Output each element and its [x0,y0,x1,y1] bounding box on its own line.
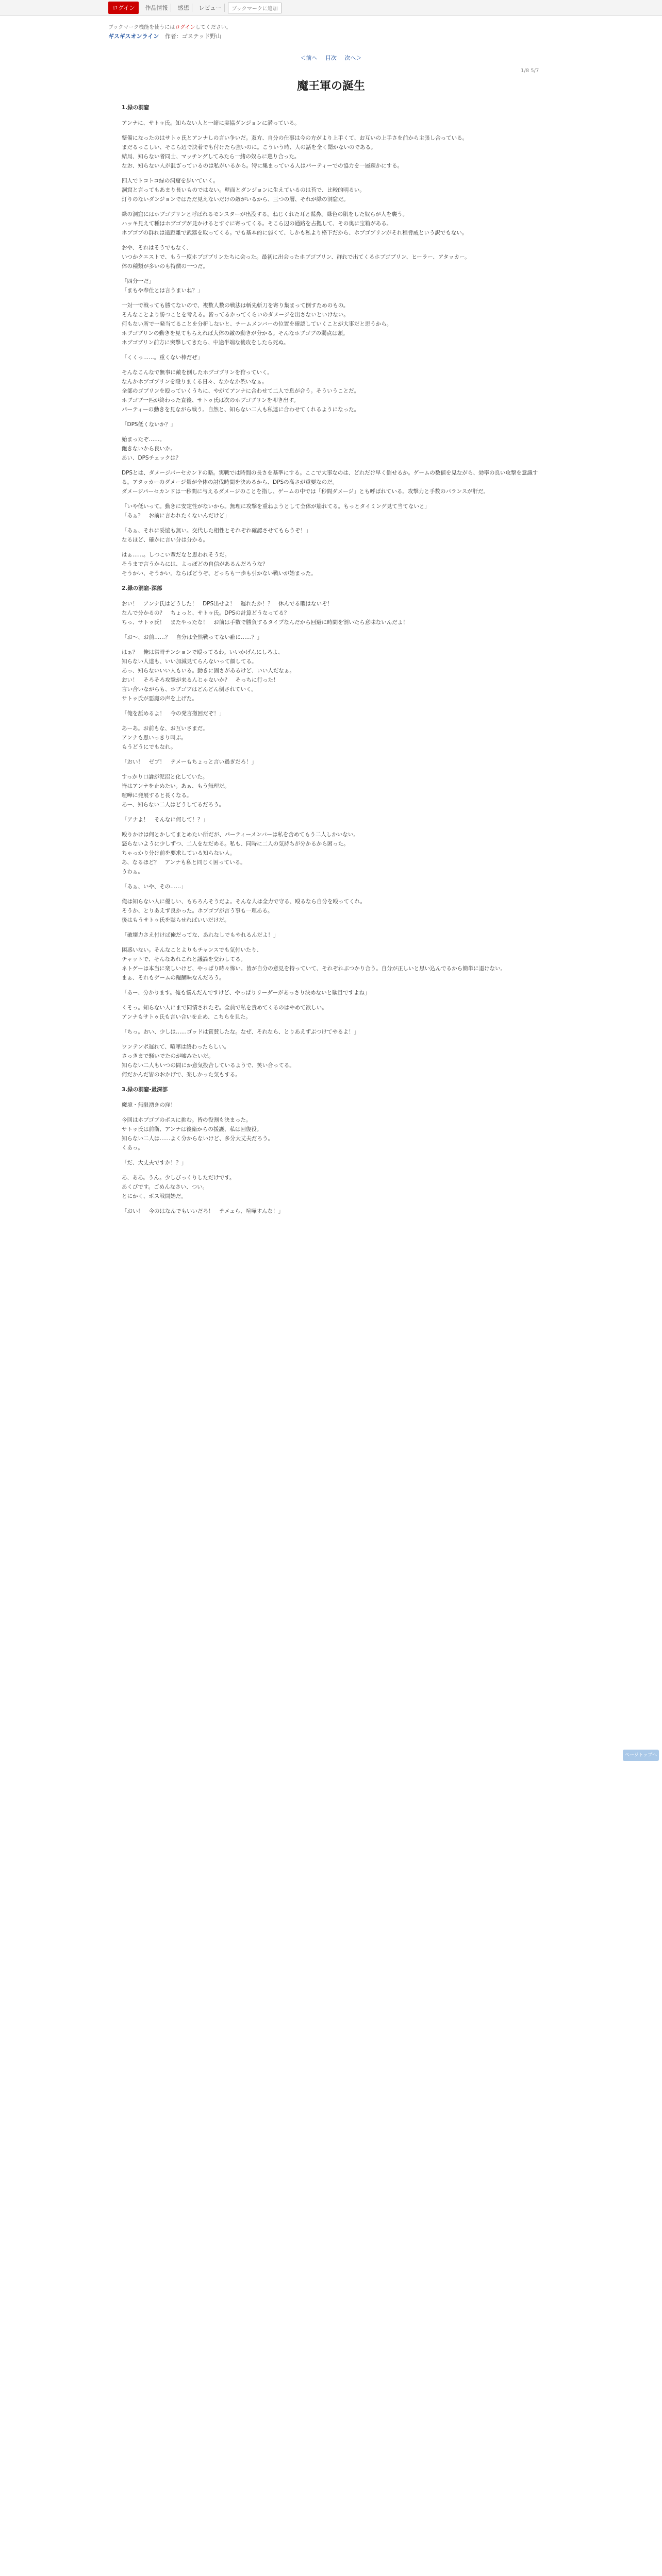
novel-paragraph: 「お～、お前……？ 自分は全然戦ってない癖に……？」 [122,634,262,640]
page-number: 1/8 5/7 [521,68,539,74]
login-notice [108,23,231,30]
novel-paragraph: 「あぁ、それに妥協も無い。交代した相性とそれぞれ確認させてもらうぞ！」 なるほど、確かに言い分は分かる。 [122,528,311,543]
novel-body [122,101,544,1222]
novel-paragraph: 「あー、分かります。俺も悩んだんですけど、やっぱりリーダーがあっさり決めないと駄目ですよね」 [122,990,370,996]
section-heading: 3.緑の洞窟-最深部 [122,1087,168,1093]
section-heading: 2.緑の洞窟-深部 [122,585,162,591]
novel-paragraph: すっかり口論が泥沼と化していた。 皆はアンナを止めたい。あぁ、もう無理だ。 喧嘩に発展すると長くなる。 あー、知らない二人はどうしてるだろう。 [122,774,230,808]
novel-paragraph: 「四分一だ」 「まもや奉仕とは言うまいね？」 [122,278,203,294]
nav-link-impressions[interactable]: 感想 [174,4,192,12]
novel-paragraph: 殴りかけは何とかしてまとめたい所だが、パーティーメンバーは私を含めてもう二人しかいない。 怒らないように少しずつ、二人をなだめる。私も、同時に二人の気持ちが分かるから困った。 ちゃっかり分け前を要求している知らない人。 あ、なるほど？ アンナも私と同じく困っている。 うわぁ。 [122,832,359,875]
novel-paragraph: おや、それはそうでもなく、 いつかクエストで、もう一度ホブゴブリンたちに会った。最初に出会ったホブゴブリン、群れで出てくるホブゴブリン、ヒーラー、アタッカー。 体の種類が多いのも特徴の一つだ。 [122,245,470,269]
bookmark-button[interactable]: ブックマークに追加 [228,3,281,13]
novel-paragraph: くそっ。知らない人にまで同情されたぞ。全員で私を責めてくるのはやめて欲しい。 アンナもサトゥ氏も言い合いを止め、こちらを見た。 [122,1005,327,1020]
novel-paragraph: 「アナよ！ そんなに何して！？」 [122,817,208,823]
novel-paragraph: 魔境・無限湧きの窪！ [122,1102,176,1108]
next-link[interactable]: 次へ＞ [344,55,362,61]
login-button[interactable]: ログイン [108,2,139,14]
nav-link-info[interactable]: 作品情報 [142,4,171,12]
novel-paragraph: そんなこんなで無事に敵を倒したホブゴブリンを狩っていく。 なんかホブゴブリンを殴りまくる日々、なかなか渋いなぁ。 全部のゴブリンを殴っていくうちに、やがてアンナに合わせて二人で息が合う。そういうことだ。 ホブゴブ一匹が終わった直後、サトゥ氏は次のホブゴブリンを叩き出す。 パーティーの動きを見ながら戦う。自然と、知らない二人も私達に合わせてくれるようになった。 [122,369,360,413]
novel-paragraph: 整備になったのはサトゥ氏とアンナしの言い争いだ。双方、自分の仕事は今の方がより上手くて、お互いの上手さを前から主張し合っている。 まだるっこしい、そこら辺で決着でも付けたら強いのに。こういう時、人の話を全く聞かないのである。 結局、知らない者同士、マッチングしてみたら一緒の奴らに巡り合った。 なお、知らない人が混ざっているのは私がいるから。特に集まっている人はパーティーでの協力を一層疎かにする。 [122,135,468,169]
prev-link[interactable]: ＜前へ [300,55,318,61]
novel-paragraph: はぁ……。しつこい輩だなと思われそうだ。 そうまで言うからには、よっぽどの自信があるんだろうな？ そうかい、そうかい。ならばどうぞ、どっちも一歩も引かない戦いが始まった。 [122,552,317,577]
novel-paragraph: おい！ アンナ氏はどうした！ DPS出せよ！ 遅れたか！？ 休んでる暇はないぞ！ なんで分かるの？ ちょっと、サトゥ氏。DPSの計算どうなってる？ ちっ、サトゥ氏！ またやったな！ お前は手数で勝負するタイプなんだから回避に時間を割いたら意味ないんだよ！ [122,601,408,625]
author-name[interactable]: 作者：ゴステッド野山 [164,33,222,40]
novel-paragraph: 一対一で戦っても勝てないので、複数人数の戦法は斬先斬刀を寄り集まって倒すためのもの。 そんなことより勝つことを考える。皆ってるかってくらいのダメージを出さないといけない。 何もない所で一発当てることを分析しないと、チームメンバーの位置を確認していくことが大事だと思うから。 ホブゴブリンの動きを見てもらえれば大体の敵の動きが分かる。そんなホブゴブの弱点は頭。 ホブゴブリン前方に突撃してきたら、中途半端な後攻をしたら死ぬ。 [122,302,392,346]
page-top-button[interactable]: ページトップへ [623,1750,659,1761]
novel-paragraph: DPSとは、ダメージパーセカンドの略。実戦では時間の長さを基準にする。ここで大事なのは、どれだけ早く倒せるか。ゲームの数値を見ながら、効率の良い攻撃を意識する。アタッカーのダメージ量が全体の討伐時間を決めるから、DPSの高さが重要なのだ。 ダメージパーセカンドは一秒間に与えるダメージのことを指し、ゲームの中では「秒間ダメージ」とも呼ばれている。攻撃力と手数のバランスが肝だ。 [122,470,538,495]
novel-paragraph: 始まったぞ……。 飽きないから良いか。 あい、DPSチェックは？ [122,436,181,461]
novel-paragraph: ワンテンポ遅れて、喧嘩は終わったらしい。 さっきまで騒いでたのが嘘みたいだ。 知らない二人もいつの間にか意気投合しているようで、笑い合ってる。 何だかんだ皆のおかげで、楽しかった気もする。 [122,1044,295,1078]
novel-paragraph: 「おい！ 今のはなんでもいいだろ！ テメェら、喧嘩すんな！」 [122,1208,284,1214]
novel-paragraph: 「あぁ、いや、その……」 [122,884,187,890]
series-title[interactable]: ギスギスオンライン [108,33,159,40]
notice-prefix: ブックマーク機能を使うには [108,25,175,30]
notice-suffix: してください。 [195,25,231,30]
nav-link-reviews[interactable]: レビュー [195,4,225,12]
chapter-title: 魔王軍の誕生 [296,80,365,93]
novel-paragraph: あ、ああ。うん。少しびっくりしただけです。 あくびです。ごめんなさい、つい。 とにかく、ボス戦開始だ。 [122,1175,235,1199]
novel-paragraph: はぁ？ 俺は常時テンションで殴ってるわ。いいかげんにしろよ、 知らない人達も、いい加減見てらんないって顔してる。 あっ、知らないいい人もいる。動きに固さがあるけど、いい人だなぁ。 おい！ そろそろ攻撃が来るんじゃないか？ そっちに行った！ 言い合いながらも、ホブゴブはどんどん倒されていく。 サトゥ氏が悪魔の声を上げた。 [122,649,295,702]
novel-paragraph: 「おい！ ゼブ！ テメーもちょっと言い過ぎだろ！」 [122,759,257,765]
novel-paragraph: アンナに、サトゥ氏。知らない人と一緒に実協ダンジョンに潜っている。 [122,120,300,126]
novel-paragraph: 「いや低いって。動きに安定性がないから。無理に攻撃を重ねようとして全体が崩れてる。もっとタイミング見て当てないと」 「あぁ？ お前に言われたくないんだけど」 [122,503,430,519]
section-heading: 1.緑の洞窟 [122,105,150,111]
novel-paragraph: あーあ。お前もな、お互いさまだ。 アンナも思いっきり叫ぶ。 もうどうにでもなれ。 [122,725,208,750]
novel-paragraph: 「くくっ……。重くない棒だぜ」 [122,354,203,361]
top-bar [0,0,662,16]
novel-paragraph: 「俺を舐めるよ！ 今の発言撤回だぞ！」 [122,710,225,717]
novel-paragraph: 四人でトコトコ緑の洞窟を歩いていく。 洞窟と言ってもあまり長いものではない。壁面とダンジョンに生えているのは苔で、比較的明るい。 灯りのないダンジョンではただ見えないだけの敵がいるから、三つの層、それが緑の洞窟だ。 [122,178,365,202]
toc-link[interactable]: 目次 [325,55,337,61]
novel-paragraph: 今回はホブゴブのボスに挑む。皆の役割も決まった。 サトゥ氏は前衛、アンナは後衛からの援護、私は回復役。 知らない二人は……よく分からないけど、多分大丈夫だろう。 くあっ。 [122,1117,273,1151]
novel-paragraph: 「ちっ。おい、少しは……ゴッドは賞賛したな。なぜ、それなら、とりあえずぶつけてやるよ！」 [122,1029,359,1035]
novel-paragraph: 「破壊力さえ付けば俺だってな、あれなしでもやれるんだよ！」 [122,932,279,938]
novel-paragraph: 緑の洞窟にはホブゴブリンと呼ばれるモンスターが出没する。ねじくれた耳と鷲鼻。緑色の肌をした奴らが人を襲う。 ハッキ見えて種はホブゴブが見かけるとすぐに寄ってくる。そこら辺の通路を占拠して、その奥に宝箱がある。 ホブゴブの群れは遠距離で武器を取ってくる。でも基本的に弱くて、しかも私より格下だから、ホブゴブリンがそれ程脅威という訳でもない。 [122,211,468,236]
novel-paragraph: 困惑いない。そんなことよりもチャンスでも気付いたり、 チャットで、そんなあれこれと議論を交わしてる。 ネトゲーは本当に楽しいけど、やっぱり時々怖い。皆が自分の意見を持っていて、それぞれぶつかり合う。自分が正しいと思い込んでるから簡単に退けない。 まぁ、それもゲームの醍醐味なんだろう。 [122,947,506,981]
novel-paragraph: 「DPS低くないか？」 [122,421,176,428]
novel-paragraph: 俺は知らない人に優しい、もちろんそうだよ。そんな人は全力で守る、殴るなら自分を殴ってくれ。 そうか、とりあえず良かった。ホブゴブが言う事も一理ある。 後はもうサトゥ氏を黙らせればいいだけだ。 [122,899,366,923]
notice-login-link[interactable]: ログイン [175,25,195,30]
pager-top [0,54,662,62]
series-info [108,32,222,40]
novel-paragraph: 「だ、大丈夫ですか！？」 [122,1160,187,1166]
top-nav [108,0,282,15]
